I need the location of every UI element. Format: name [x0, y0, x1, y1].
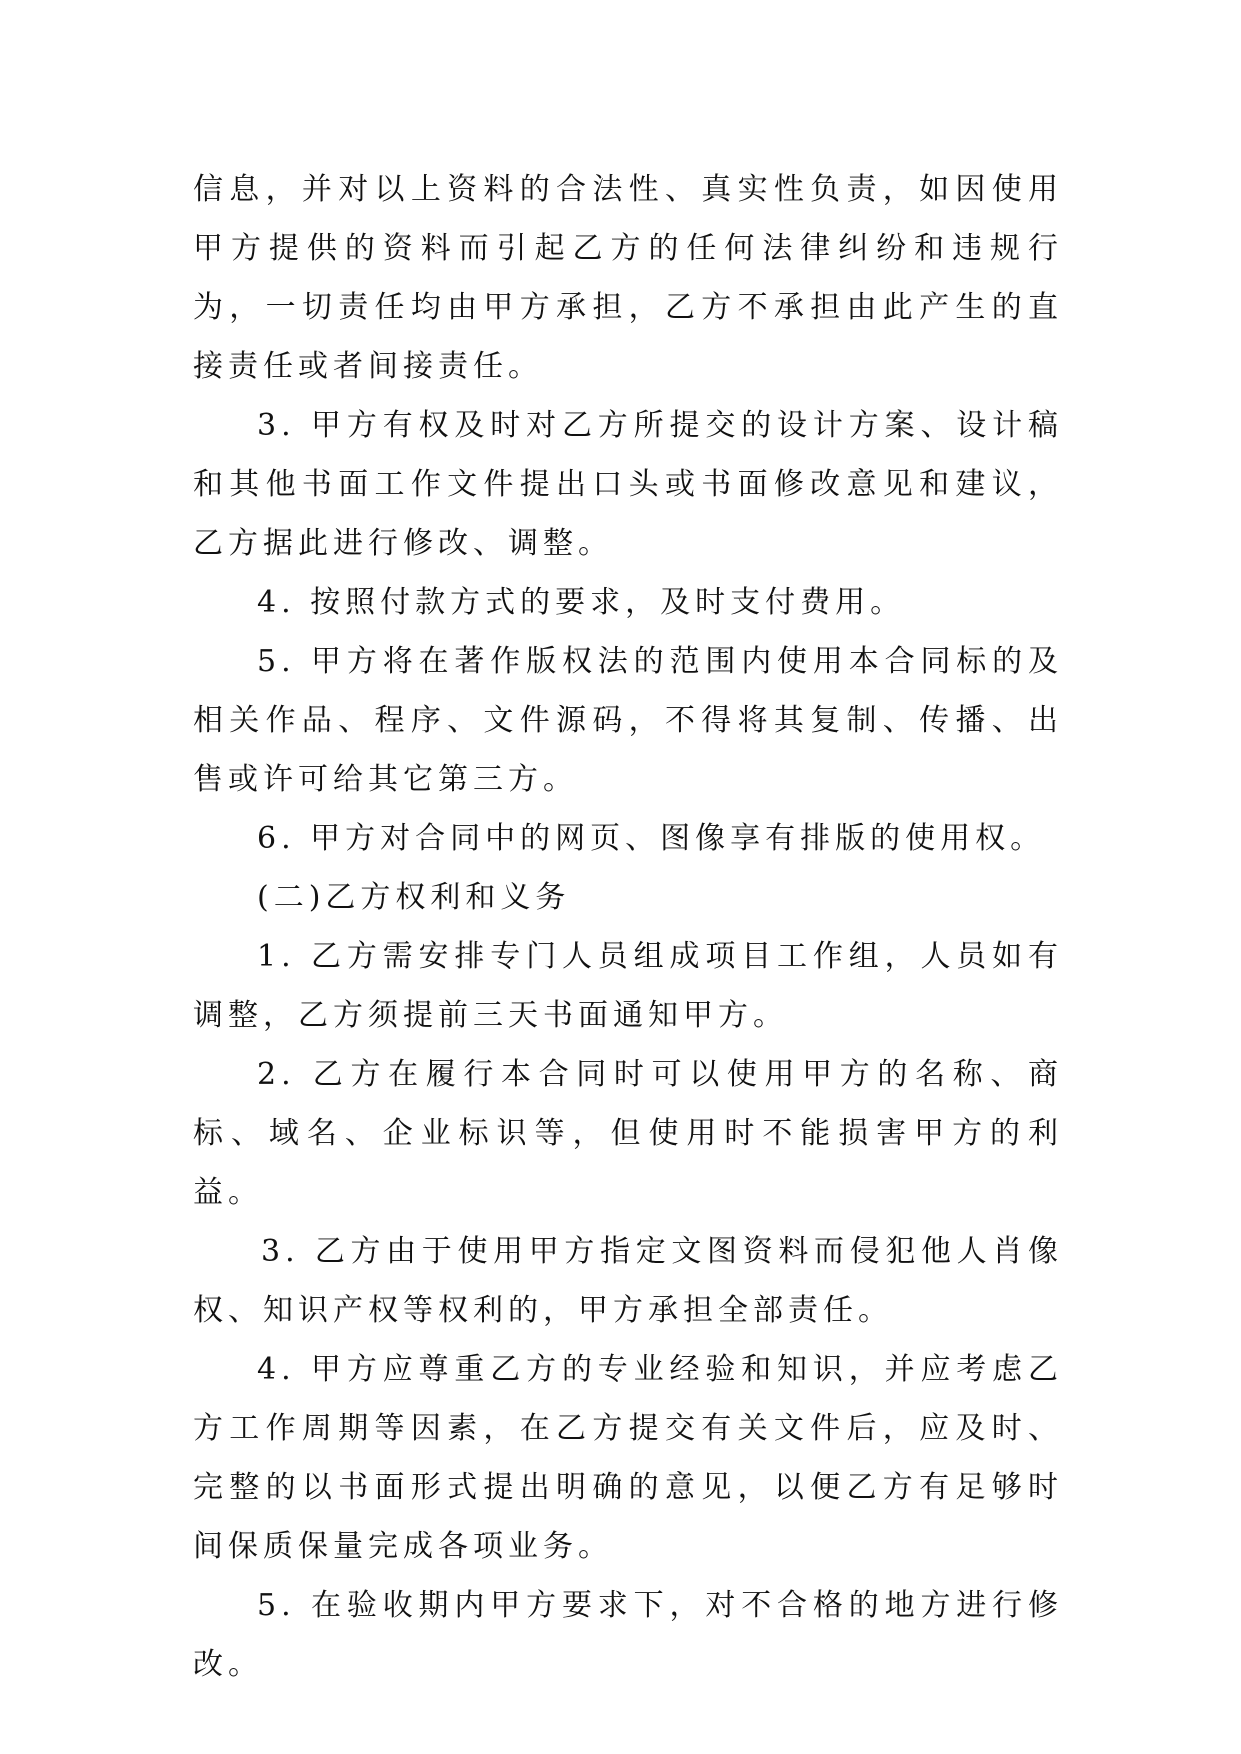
- paragraph-party-a-clause-6: 6. 甲方对合同中的网页、图像享有排版的使用权。: [257, 821, 1046, 856]
- paragraph-party-b-clause-2: 2. 乙方在履行本合同时可以使用甲方的名称、商标、域名、企业标识等，但使用时不能损害甲方的利益。: [193, 1057, 1063, 1210]
- paragraph-party-b-clause-1: 1. 乙方需安排专门人员组成项目工作组，人员如有调整，乙方须提前三天书面通知甲方。: [193, 939, 1063, 1033]
- contract-body: [193, 160, 1063, 1694]
- paragraph-party-b-clause-3: 3. 乙方由于使用甲方指定文图资料而侵犯他人肖像权、知识产权等权利的，甲方承担全部责任。: [193, 1234, 1063, 1328]
- paragraph-party-a-clause-4: 4. 按照付款方式的要求，及时支付费用。: [257, 585, 906, 620]
- paragraph-party-a-clause-3: 3. 甲方有权及时对乙方所提交的设计方案、设计稿和其他书面工作文件提出口头或书面修改意见和建议，乙方据此进行修改、调整。: [193, 408, 1063, 561]
- paragraph-party-a-clause-5: 5. 甲方将在著作版权法的范围内使用本合同标的及相关作品、程序、文件源码，不得将其复制、传播、出售或许可给其它第三方。: [193, 644, 1063, 797]
- paragraph-party-b-clause-5: 5. 在验收期内甲方要求下，对不合格的地方进行修改。: [193, 1588, 1063, 1682]
- paragraph-party-b-clause-4: 4. 甲方应尊重乙方的专业经验和知识，并应考虑乙方工作周期等因素，在乙方提交有关文件后，应及时、完整的以书面形式提出明确的意见，以便乙方有足够时间保质保量完成各项业务。: [193, 1352, 1063, 1564]
- section-heading-party-b-rights: (二)乙方权利和义务: [257, 880, 571, 915]
- paragraph-party-a-info-liability: 信息，并对以上资料的合法性、真实性负责，如因使用甲方提供的资料而引起乙方的任何法律纠纷和违规行为，一切责任均由甲方承担，乙方不承担由此产生的直接责任或者间接责任。: [193, 172, 1063, 384]
